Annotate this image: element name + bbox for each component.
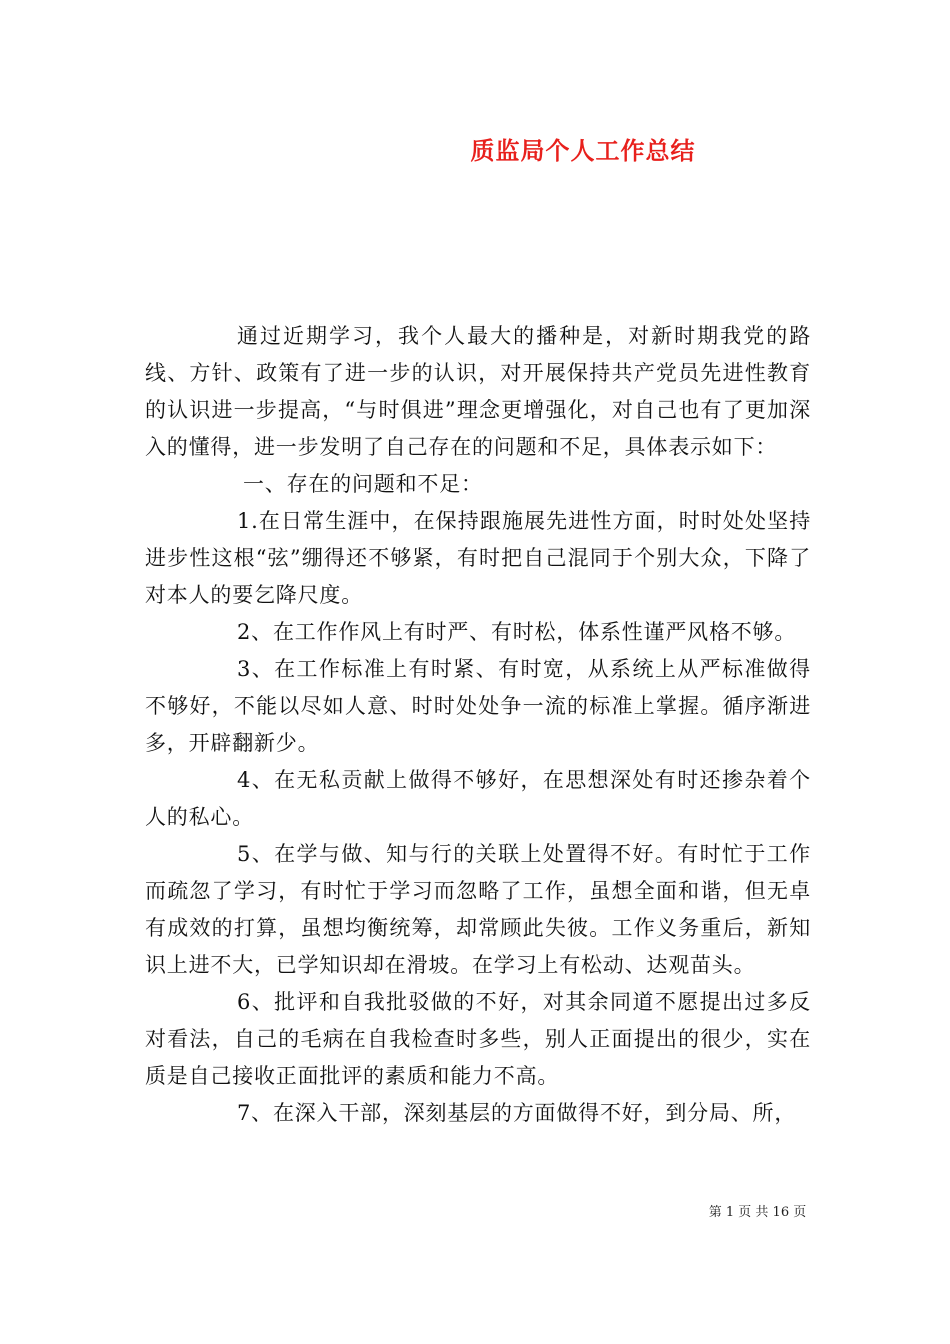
paragraph-item-6: 6、批评和自我批驳做的不好，对其余同道不愿提出过多反对看法，自己的毛病在自我检查时多些，别人正面提出的很少，实在质是自己接收正面批评的素质和能力不高。 — [145, 990, 811, 1088]
section-heading: 一、存在的问题和不足： — [243, 472, 483, 496]
paragraph-item-1: 1.在日常生涯中，在保持跟施展先进性方面，时时处处坚持进步性这根“弦”绷得还不够紧，有时把自己混同于个别大众，下降了对本人的要乞降尺度。 — [145, 509, 811, 607]
paragraph-item-2: 2、在工作作风上有时严、有时松，体系性谨严风格不够。 — [237, 620, 797, 644]
document-title: 质监局个人工作总结 — [470, 137, 696, 165]
paragraph-item-5: 5、在学与做、知与行的关联上处置得不好。有时忙于工作而疏忽了学习，有时忙于学习而忽略了工作，虽想全面和谐，但无卓有成效的打算，虽想均衡统筹，却常顾此失彼。工作义务重后，新知识上进不大，已学知识却在滑坡。在学习上有松动、达观苗头。 — [145, 842, 811, 977]
paragraph-item-3: 3、在工作标准上有时紧、有时宽，从系统上从严标准做得不够好，不能以尽如人意、时时处处争一流的标准上掌握。循序渐进多，开辟翻新少。 — [145, 657, 811, 755]
paragraph-item-4: 4、在无私贡献上做得不够好，在思想深处有时还掺杂着个人的私心。 — [145, 768, 811, 829]
paragraph-intro: 通过近期学习，我个人最大的播种是，对新时期我党的路线、方针、政策有了进一步的认识，对开展保持共产党员先进性教育的认识进一步提高，“与时俱进”理念更增强化，对自己也有了更加深入的懂得，进一步发明了自己存在的问题和不足，具体表示如下： — [145, 324, 811, 459]
page-number-footer: 第 1 页 共 16 页 — [708, 1205, 807, 1220]
paragraph-item-7: 7、在深入干部，深刻基层的方面做得不好，到分局、所， — [237, 1101, 797, 1125]
document-body — [145, 318, 811, 1132]
